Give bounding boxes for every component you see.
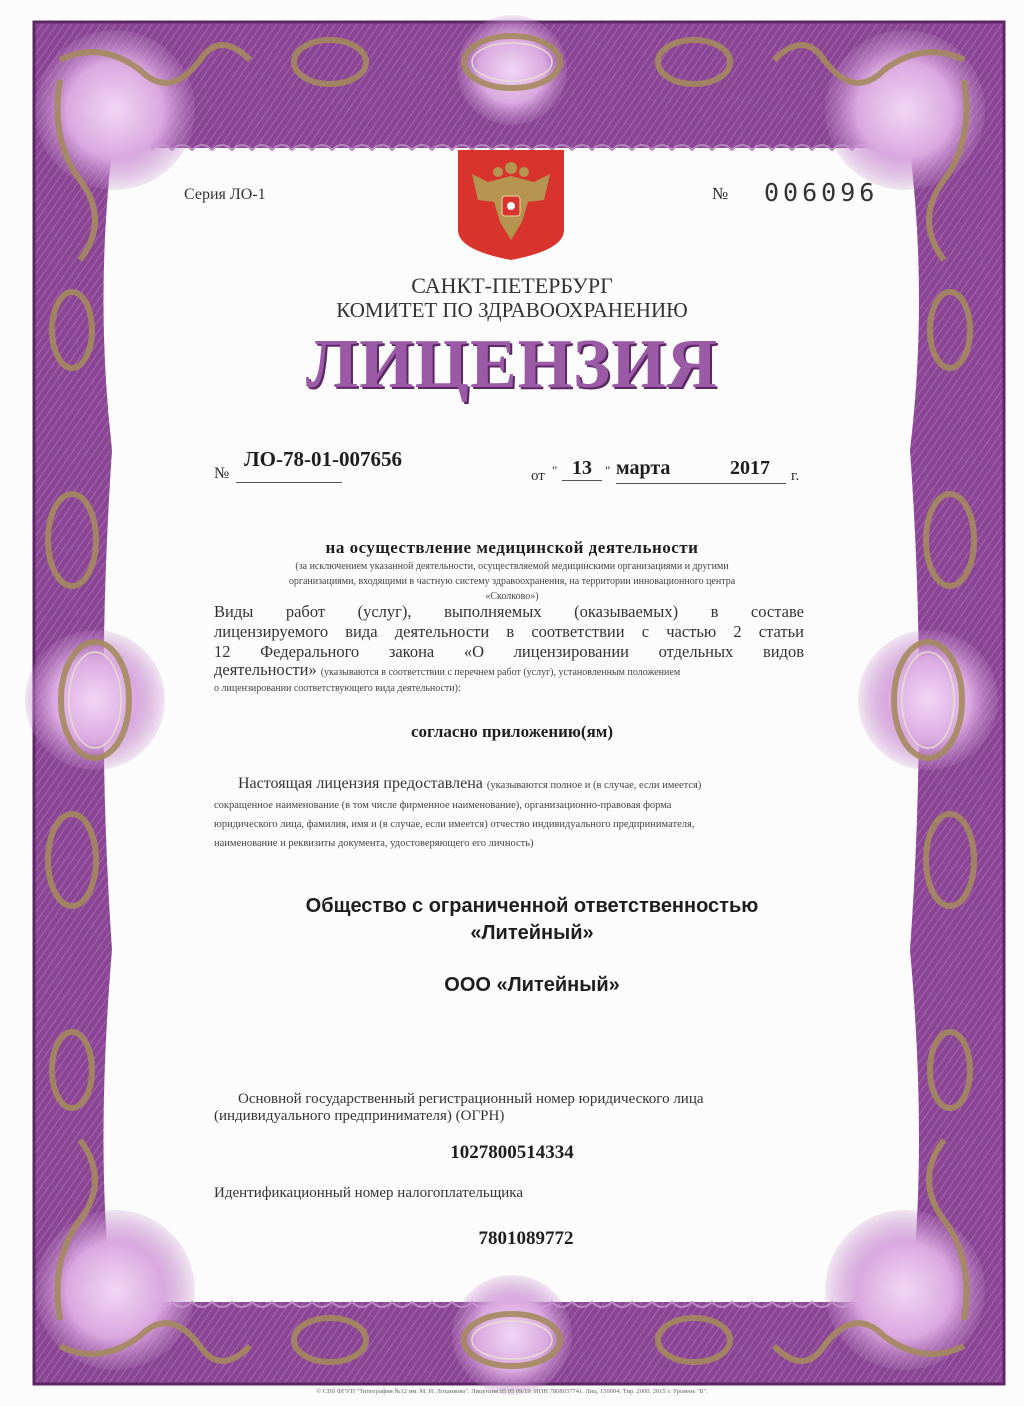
coat-of-arms-icon [458, 150, 564, 260]
date-from-label: от [531, 468, 545, 484]
works-note-2: о лицензировании соответствующего вида деятельности): [214, 683, 461, 694]
license-number-sign: № [214, 465, 230, 482]
inn-label: Идентификационный номер налогоплательщика [214, 1185, 524, 1201]
org-full-name-1: Общество с ограниченной ответственностью [305, 895, 759, 917]
granted-note-2: сокращенное наименование (в том числе фирменное наименование), организационно-правовая форма [214, 800, 672, 811]
printer-footer: © СПб ФГУП "Типография №12 им. М. И. Лоханкова". Лицензия 05 05 09/19. ИНН 7808037741. Лиц. 150004. Тир. 2000. 2015 г. Уровень "Б". [316, 1388, 708, 1395]
activity-note-1: (за исключением указанной деятельности, осуществляемой медицинскими организациями и другими [295, 561, 729, 572]
authority-heading: КОМИТЕТ ПО ЗДРАВООХРАНЕНИЮ [336, 298, 688, 322]
date-underline [616, 483, 786, 484]
ogrn-value: 1027800514334 [450, 1142, 574, 1163]
granted-line-1 [238, 775, 701, 793]
license-year: 2017 [730, 457, 770, 479]
doc-title: ЛИЦЕНЗИЯ [305, 326, 719, 403]
annex-text: согласно приложению(ям) [410, 722, 614, 741]
works-line-1: Виды работ (услуг), выполняемых (оказываемых) в составе [214, 602, 804, 621]
number-sign: № [712, 184, 729, 203]
ogrn-label-2: (индивидуального предпринимателя) (ОГРН) [214, 1108, 505, 1124]
granted-note-4: наименование и реквизиты документа, удостоверяющего его личность) [214, 838, 534, 849]
year-suffix: г. [791, 468, 800, 484]
activity-note-3: «Сколково») [485, 591, 539, 602]
works-line-3: 12 Федерального закона «О лицензировании отдельных видов [214, 642, 804, 661]
ogrn-label-1: Основной государственный регистрационный номер юридического лица [238, 1091, 704, 1107]
license-month: марта [616, 457, 671, 479]
works-last-word: деятельности» [214, 660, 317, 679]
date-quote-open: " [552, 463, 558, 478]
works-line-4 [214, 660, 680, 680]
org-short-name: ООО «Литейный» [444, 974, 620, 996]
date-quote-close: " [605, 463, 611, 478]
granted-note-3: юридического лица, фамилия, имя и (в случае, если имеется) отчество индивидуального предпринимателя, [214, 819, 695, 830]
license-day: 13 [562, 457, 602, 481]
works-note-1: (указываются в соответствии с перечнем работ (услуг), установленным положением [320, 667, 681, 678]
city-heading: САНКТ-ПЕТЕРБУРГ [411, 273, 613, 298]
granted-main: Настоящая лицензия предоставлена [238, 775, 483, 792]
granted-note-1: (указываются полное и (в случае, если имеется) [486, 780, 702, 791]
inn-value: 7801089772 [478, 1228, 574, 1249]
blank-number: 006096 [764, 178, 879, 207]
activity-note-2: организациями, входящими в частную систему здравоохранения, на территории инновационного центра [288, 576, 736, 587]
activity-title: на осуществление медицинской деятельности [325, 538, 699, 557]
series-label: Серия ЛО-1 [184, 186, 266, 203]
org-full-name-2: «Литейный» [470, 922, 594, 944]
license-number: ЛО-78-01-007656 [244, 447, 402, 471]
works-line-2: лицензируемого вида деятельности в соответствии с частью 2 статьи [214, 622, 804, 641]
